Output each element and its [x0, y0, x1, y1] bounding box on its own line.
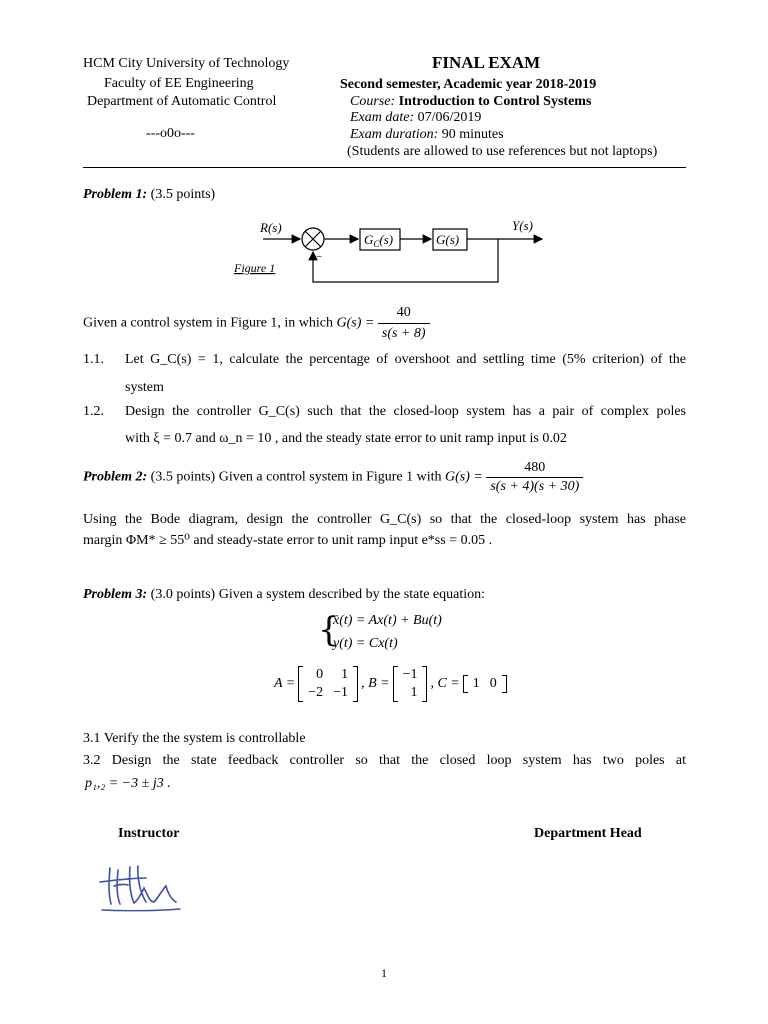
- q1-1-line1: Let G_C(s) = 1, calculate the percentage of overshoot and settling time (5% criterion) of the: [125, 352, 686, 367]
- exam-date-value: 07/06/2019: [417, 110, 482, 125]
- q1-1-number: 1.1.: [83, 352, 104, 367]
- matrix-c-label: , C =: [430, 676, 460, 691]
- matrix-a-cell: 0: [316, 667, 324, 682]
- matrix-a: [298, 666, 358, 702]
- problem2-text: (3.5 points) Given a control system in Figure 1 with: [150, 469, 442, 485]
- minus-sign: −: [316, 251, 323, 263]
- q3-1: 3.1 Verify the the system is controllable: [83, 731, 306, 746]
- input-label: R(s): [260, 220, 282, 235]
- problem1-given: [83, 304, 430, 343]
- course-label: Course:: [350, 94, 396, 109]
- faculty-name: Faculty of EE Engineering: [104, 76, 254, 91]
- exam-date-line: [350, 110, 481, 126]
- university-name: HCM City University of Technology: [83, 56, 290, 71]
- matrices-line: [274, 666, 507, 702]
- problem2-line3: margin ΦM* ≥ 55⁰ and steady-state error to unit ramp input e*ss = 0.05 .: [83, 533, 493, 548]
- block-diagram: [234, 210, 550, 290]
- page-number: 1: [381, 966, 387, 980]
- department-head-label: Department Head: [534, 826, 642, 841]
- problem2-title: Problem 2:: [83, 469, 148, 485]
- matrix-b: [393, 666, 428, 702]
- problem1-given-text: Given a control system in Figure 1, in which: [83, 315, 334, 331]
- problem2-gs-fraction: [486, 460, 583, 495]
- course-line: [350, 94, 591, 110]
- problem2-gs-numerator: 480: [486, 460, 583, 478]
- q3-2-line1: 3.2 Design the state feedback controller so that the closed loop system has two poles at: [83, 753, 686, 768]
- header-divider: [83, 167, 686, 168]
- q1-2-line2: with ξ = 0.7 and ω_n = 10 , and the steady state error to unit ramp input is 0.02: [125, 431, 567, 446]
- problem1-gs-numerator: 40: [378, 304, 430, 324]
- matrix-c: [463, 675, 507, 693]
- exam-date-label: Exam date:: [350, 110, 415, 125]
- header-separator: ---o0o---: [146, 126, 195, 141]
- problem3-title: Problem 3:: [83, 587, 148, 602]
- output-label: Y(s): [512, 218, 533, 233]
- figure-caption: Figure 1: [234, 261, 276, 275]
- q1-1-line2: system: [125, 380, 164, 395]
- problem2-gs-lhs: G(s) =: [445, 469, 483, 485]
- state-equation-1: ẋ(t) = Ax(t) + Bu(t): [333, 613, 442, 628]
- exam-duration-value: 90 minutes: [441, 127, 504, 142]
- problem1-gs-lhs: G(s) =: [336, 315, 375, 331]
- matrix-b-label: , B =: [361, 676, 390, 691]
- controller-label: $G_C(s)$: [364, 232, 394, 249]
- matrix-b-cell: 1: [410, 685, 418, 700]
- feedback-path: [313, 239, 498, 282]
- state-equation-2: y(t) = Cx(t): [333, 636, 398, 651]
- matrix-c-cell: 0: [489, 676, 497, 691]
- problem2-gs-denominator: s(s + 4)(s + 30): [490, 479, 580, 494]
- q1-2-number: 1.2.: [83, 404, 104, 419]
- matrix-a-cell: 1: [341, 667, 349, 682]
- state-equation-brace: {: [318, 610, 340, 650]
- course-value: Introduction to Control Systems: [398, 94, 592, 109]
- matrix-a-label: A =: [274, 676, 296, 691]
- plant-label: G(s): [436, 232, 460, 247]
- problem1-title: Problem 1:: [83, 187, 148, 202]
- semester-info: Second semester, Academic year 2018-2019: [340, 77, 597, 92]
- q1-2-line1: Design the controller G_C(s) such that the closed-loop system has a pair of complex poles: [125, 404, 686, 419]
- problem2-line2: Using the Bode diagram, design the controller G_C(s) so that the closed-loop system has phase: [83, 512, 686, 527]
- matrix-b-cell: −1: [402, 667, 418, 682]
- matrix-c-cell: 1: [472, 676, 480, 691]
- department-name: Department of Automatic Control: [87, 94, 277, 109]
- problem1-gs-fraction: [378, 304, 430, 343]
- exam-title: FINAL EXAM: [432, 53, 541, 72]
- problem1-gs-denominator: s(s + 8): [381, 326, 426, 341]
- problem1-heading: [83, 187, 215, 203]
- problem1-points: (3.5 points): [150, 187, 216, 202]
- instructor-label: Instructor: [118, 826, 180, 841]
- problem2-heading: [83, 460, 583, 495]
- exam-note: (Students are allowed to use references but not laptops): [347, 144, 658, 159]
- exam-duration-line: [350, 127, 504, 143]
- q3-2-line2: p₁,₂ = −3 ± j3 .: [85, 776, 171, 791]
- problem3-heading: [83, 587, 485, 603]
- exam-duration-label: Exam duration:: [350, 127, 439, 142]
- matrix-a-cell: −1: [333, 685, 349, 700]
- problem3-text: (3.0 points) Given a system described by the state equation:: [150, 587, 486, 602]
- instructor-signature: [96, 858, 196, 918]
- matrix-a-cell: −2: [308, 685, 324, 700]
